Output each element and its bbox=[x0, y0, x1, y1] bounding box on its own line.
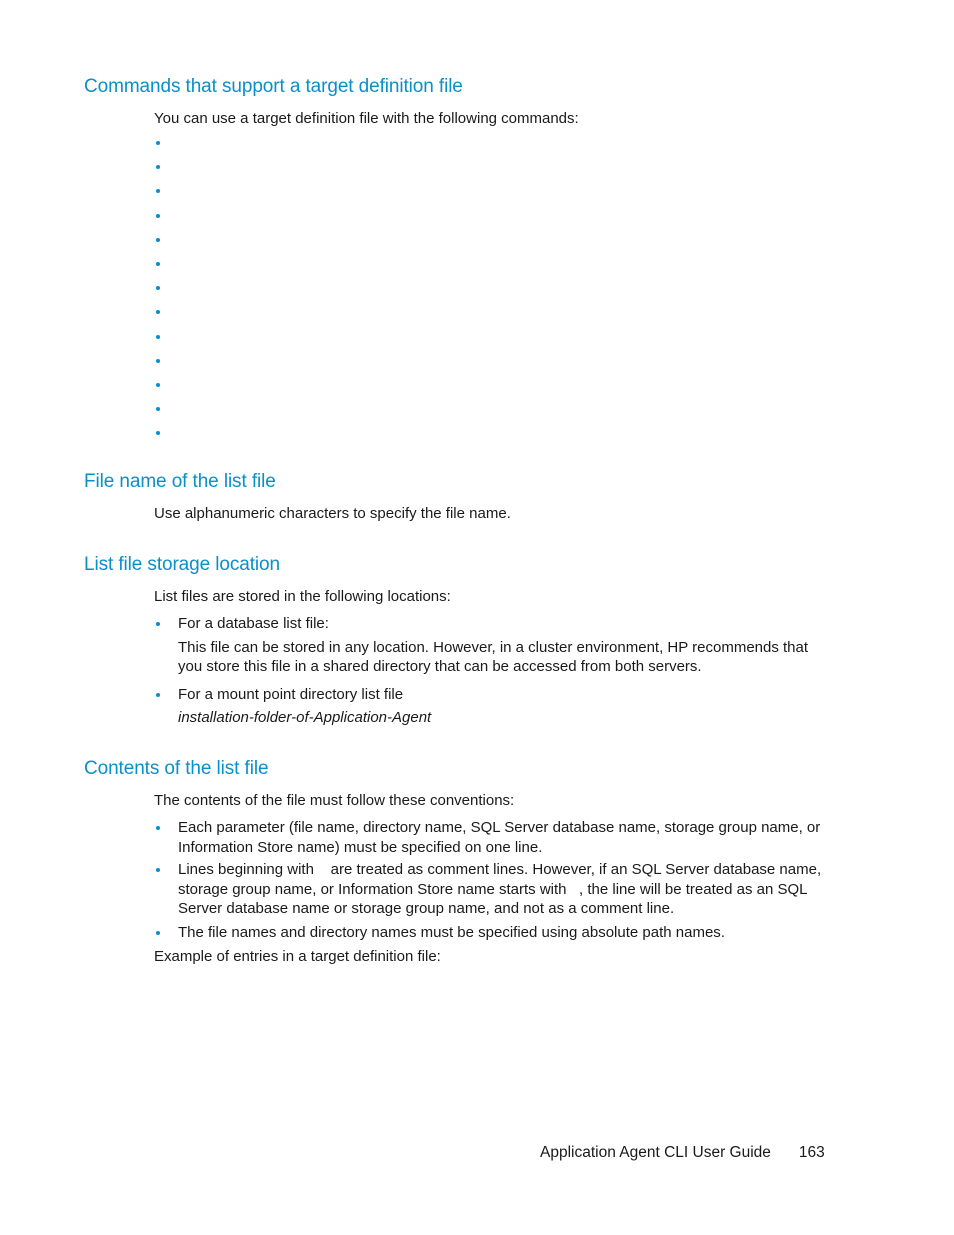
storage-item-label: For a mount point directory list file bbox=[178, 685, 404, 703]
bullet-icon bbox=[156, 238, 160, 242]
storage-list bbox=[154, 614, 834, 728]
bullet-icon bbox=[156, 826, 160, 830]
list-item bbox=[154, 685, 834, 728]
contents-item-text: The file names and directory names must be specified using absolute path names. bbox=[178, 923, 725, 941]
list-item bbox=[154, 860, 830, 919]
list-item bbox=[154, 923, 830, 943]
bullet-icon bbox=[156, 407, 160, 411]
contents-intro: The contents of the file must follow these conventions: bbox=[154, 792, 515, 809]
file-name-text: Use alphanumeric characters to specify the file name. bbox=[154, 505, 511, 522]
bullet-icon bbox=[156, 431, 160, 435]
storage-item-detail: This file can be stored in any location. However, in a cluster environment, HP recommends that you store this file in a shared directory that can be accessed from both servers. bbox=[178, 638, 809, 675]
list-item bbox=[154, 818, 830, 857]
bullet-icon bbox=[156, 693, 160, 697]
bullet-icon bbox=[156, 141, 160, 145]
storage-item-path: installation-folder-of-Application-Agent bbox=[178, 709, 432, 726]
bullet-icon bbox=[156, 310, 160, 314]
bullet-icon bbox=[156, 622, 160, 626]
bullet-icon bbox=[156, 189, 160, 193]
list-item bbox=[154, 614, 834, 677]
bullet-icon bbox=[156, 214, 160, 218]
bullet-icon bbox=[156, 262, 160, 266]
bullet-icon bbox=[156, 359, 160, 363]
contents-list bbox=[154, 818, 830, 942]
bullet-icon bbox=[156, 335, 160, 339]
heading-storage: List file storage location bbox=[84, 554, 280, 575]
contents-item-text: Each parameter (file name, directory name, SQL Server database name, storage group name, or Information Store name) must be specified on one line. bbox=[178, 819, 821, 856]
commands-intro: You can use a target definition file with the following commands: bbox=[154, 110, 579, 127]
heading-file-name: File name of the list file bbox=[84, 471, 276, 492]
storage-intro: List files are stored in the following locations: bbox=[154, 588, 451, 605]
heading-contents: Contents of the list file bbox=[84, 758, 269, 779]
example-caption: Example of entries in a target definition file: bbox=[154, 948, 441, 965]
storage-item-label: For a database list file: bbox=[178, 615, 329, 632]
bullet-icon bbox=[156, 165, 160, 169]
page-footer bbox=[540, 1144, 825, 1162]
footer-title: Application Agent CLI User Guide bbox=[540, 1144, 771, 1161]
bullet-icon bbox=[156, 286, 160, 290]
contents-item-text: Lines beginning with are treated as comment lines. However, if an SQL Server database name, storage group name, or Information Store name starts with , the line will be treated as an SQL Server database name or storage group name, and not as a comment line. bbox=[178, 861, 826, 917]
bullet-icon bbox=[156, 868, 160, 872]
bullet-icon bbox=[156, 383, 160, 387]
heading-commands: Commands that support a target definition file bbox=[84, 76, 463, 97]
bullet-icon bbox=[156, 931, 160, 935]
page-number: 163 bbox=[798, 1144, 825, 1161]
